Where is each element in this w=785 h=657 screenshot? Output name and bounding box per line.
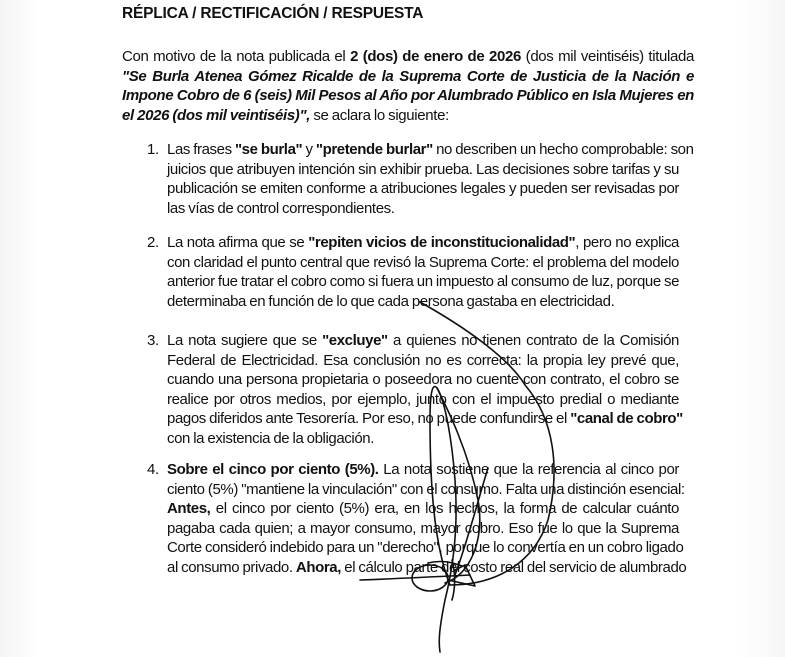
item-line <box>167 140 694 160</box>
item-text: al consumo privado. <box>167 558 296 576</box>
item-line <box>167 160 679 180</box>
item-body <box>167 460 687 578</box>
item-body <box>167 331 683 449</box>
item-line <box>167 538 684 558</box>
item-text: realice por otros medios, por ejemplo, junto con el impuesto predial o mediante <box>167 390 679 408</box>
item-text: cuando una persona propietaria o poseedora no cuente con contrato, el cobro se <box>167 371 679 389</box>
item-number: 3. <box>147 332 159 349</box>
item-line <box>167 272 679 292</box>
item-number: 2. <box>147 234 159 251</box>
item-emphasis: "repiten vicios de inconstitucionalidad" <box>308 234 576 251</box>
item-line <box>167 331 679 351</box>
item-text: La nota sugiere que se <box>167 332 323 349</box>
list-item-3 <box>147 331 683 449</box>
item-emphasis: "excluye" <box>322 332 388 349</box>
item-emphasis: Ahora, <box>295 558 342 576</box>
list-item-1 <box>147 140 694 218</box>
intro-paragraph <box>122 47 694 125</box>
item-line <box>167 292 679 312</box>
item-line <box>167 460 679 480</box>
item-line <box>167 429 679 449</box>
item-emphasis: "pretende burlar" <box>315 141 433 158</box>
item-number: 4. <box>147 461 159 478</box>
item-text: La nota afirma que se <box>167 234 309 251</box>
item-line <box>167 179 679 199</box>
item-line <box>167 499 679 519</box>
item-body <box>167 233 679 311</box>
item-text: La nota sostiene que la referencia al cinco por <box>378 461 679 478</box>
item-line <box>167 253 679 273</box>
item-line <box>167 409 683 429</box>
item-text: pagos diferidos ante Tesorería. Por eso, no puede confundirse el <box>167 410 571 428</box>
item-text: determinaba en función de lo que cada persona gastaba en electricidad. <box>167 292 615 310</box>
item-text: Corte consideró indebido para un "derecho", porque lo convertía en un cobro ligado <box>167 539 684 557</box>
item-text: a quienes no tienen contrato de la Comisión <box>387 332 679 349</box>
list-item-4 <box>147 460 687 578</box>
item-line <box>167 199 679 219</box>
item-line <box>167 558 687 578</box>
item-text: las vías de control correspondientes. <box>167 199 395 217</box>
item-emphasis: Antes, <box>167 500 211 518</box>
item-text: , pero no explica <box>575 234 679 251</box>
intro-text-1: Con motivo de la nota publicada el <box>122 48 351 65</box>
item-line <box>167 370 679 390</box>
item-number: 1. <box>147 141 159 158</box>
item-line <box>167 390 679 410</box>
item-text: el cinco por ciento (5%) era, en los hechos, la forma de calcular cuánto <box>210 500 679 518</box>
item-text: Las frases <box>167 141 235 158</box>
item-line <box>167 351 679 371</box>
list-item-2 <box>147 233 679 311</box>
document-heading: RÉPLICA / RECTIFICACIÓN / RESPUESTA <box>122 5 424 22</box>
item-emphasis: Sobre el cinco por ciento (5%). <box>167 461 379 478</box>
item-text: pagaba cada quien; a mayor consumo, mayor cobro. Eso fue lo que la Suprema <box>167 519 679 537</box>
item-text: publicación se emiten conforme a atribuciones legales y pueden ser revisadas por <box>167 180 679 198</box>
item-line <box>167 519 679 539</box>
item-text: ciento (5%) "mantiene la vinculación" con el consumo. Falta una distinción esencial: <box>167 480 685 498</box>
intro-text-2: (dos mil veintiséis) titulada <box>521 48 694 65</box>
item-body <box>167 140 694 218</box>
intro-text-3: se aclara lo siguiente: <box>310 106 449 124</box>
intro-date: 2 (dos) de enero de 2026 <box>350 48 521 65</box>
item-text: con claridad el punto central que revisó la Suprema Corte: el problema del modelo <box>167 253 679 271</box>
item-text: no describen un hecho comprobable: son <box>432 141 694 158</box>
item-emphasis: "se burla" <box>234 141 303 158</box>
item-text: anterior fue tratar el cobro como si fuera un impuesto al consumo de luz, porque se <box>167 273 680 291</box>
item-text: Federal de Electricidad. Esa conclusión no es correcta: la propia ley prevé que, <box>167 351 679 369</box>
item-emphasis: "canal de cobro" <box>570 410 683 428</box>
item-text: con la existencia de la obligación. <box>167 429 374 447</box>
item-line <box>167 233 679 253</box>
item-line <box>167 480 685 500</box>
item-text: juicios que atribuyen intención sin exhibir prueba. Las decisiones sobre tarifas y su <box>167 160 679 178</box>
item-text: y <box>302 141 316 158</box>
intro-article-title: "Se Burla Atenea Gómez Ricalde de la Suprema Corte de Justicia de la Nación e Impone Cobro de 6 (seis) Mil Pesos al Año por Alumbrado Público en Isla Mujeres en el 2026 (dos mil veintiséis)", <box>122 67 694 124</box>
item-text: el cálculo parte del costo real del servicio de alumbrado <box>341 558 687 576</box>
